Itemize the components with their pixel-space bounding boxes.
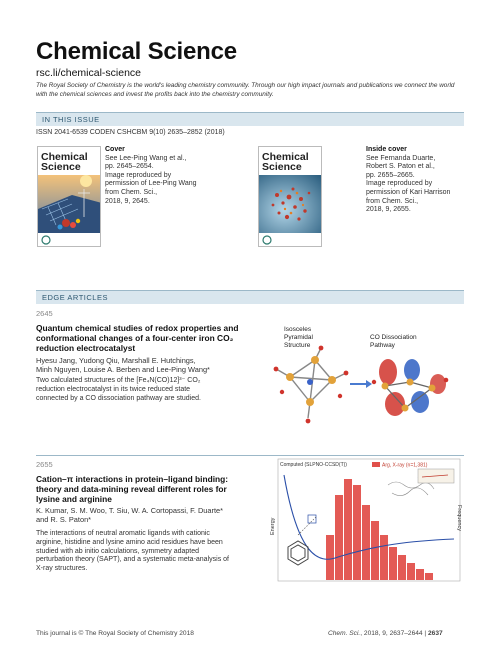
caption-line: Robert S. Paton et al., [366,163,435,171]
desc-line: arginine, histidine and lysine amino acid residues have been [36,538,223,546]
desc-line: reduction electrocatalyst in its twice reduced state [36,385,191,393]
desc-line: perturbation theory (SAPT), and a systematic meta-analysis of [36,556,229,564]
bar [380,535,388,580]
inside-cover-image[interactable] [258,146,322,247]
figure-label: CO Dissociation [370,334,417,341]
inside-cover-caption [366,146,476,215]
cover-title-line: Science [262,160,302,173]
title-line: lysine and arginine [36,494,112,504]
caption-line: Image reproduced by [366,180,433,188]
desc-line: Two calculated structures of the [Fe₄N(CO)12]³⁻ CO₂ [36,377,201,384]
author-line: K. Kumar, S. M. Woo, T. Siu, W. A. Cortopassi, F. Duarte* [36,506,224,515]
edge-articles-bar [36,290,464,304]
legend-computed: Computed (SLPNO-CCSD(T)) [280,462,347,468]
caption-line: permission of Lee-Ping Wang [105,180,197,188]
caption-line: permission of Kari Harrison [366,188,451,196]
caption-line: pp. 2645–2654. [105,163,154,171]
article-graphic [270,322,464,437]
figure-label: Pyramidal [284,334,313,341]
footer-citation [328,630,443,637]
y2-axis-label: Frequency [456,505,462,531]
cover-label: Cover [105,146,125,153]
caption-line: 2018, 9, 2655. [366,206,411,214]
bar [398,555,406,580]
cover-image[interactable] [37,146,101,247]
caption-line: Image reproduced by [105,171,172,179]
edge-articles-label: EDGE ARTICLES [42,293,108,302]
bar [416,569,424,580]
caption-line: from Chem. Sci., [105,188,158,196]
bar [389,547,397,580]
desc-line: X-ray structures. [36,565,88,573]
bar [371,521,379,580]
author-line: Minh Nguyen, Louise A. Berben and Lee-Ping Wang* [36,365,210,375]
footer-journal: Chem. Sci. [328,630,361,637]
caption-line: See Lee-Ping Wang et al., [105,154,187,162]
in-this-issue-label: IN THIS ISSUE [42,115,100,124]
footer-page-number: 2637 [427,630,443,637]
desc-line: studied with ab initio calculations, symmetry adapted [36,547,200,555]
journal-title: Chemical Science [36,38,237,65]
figure-label: Pathway [370,342,395,349]
bar [326,535,334,580]
journal-intro: The Royal Society of Chemistry is the world's leading chemistry community. Through our high impact journals and publications we connect the world with the chemical sciences and invest the profits back into the chemistry community. [36,82,455,98]
bar [353,485,361,580]
caption-line: See Fernanda Duarte, [366,154,436,162]
cover-title-line: Chemical [41,151,88,163]
in-this-issue-bar [36,112,464,126]
figure-label: Structure [284,342,311,349]
article-page-number: 2655 [36,460,53,469]
article-description [36,377,262,403]
cover-title [262,153,309,172]
title-line: Cation–π interactions in protein–ligand binding: [36,474,229,484]
article-authors [36,506,262,524]
title-line: theory and data-mining reveal different roles for [36,484,227,494]
article-title[interactable] [36,323,262,353]
footer-copyright: This journal is © The Royal Society of Chemistry 2018 [36,630,194,637]
desc-line: The interactions of neutral aromatic ligands with cationic [36,530,210,537]
bar [344,479,352,580]
histogram-graphic [268,455,464,590]
title-line: conformational changes of a four-center iron CO₂ [36,333,234,343]
legend-xray: Arg, X-ray (n=1,381) [382,462,428,469]
article-page-number: 2645 [36,309,53,318]
author-line: Hyesu Jang, Yudong Qiu, Marshall E. Hutchings, [36,356,196,365]
cover-caption [105,146,225,206]
caption-line: 2018, 9, 2645. [105,197,150,205]
caption-line: from Chem. Sci., [366,197,419,205]
y-axis-label: Energy [270,517,276,535]
author-line: and R. S. Paton* [36,515,92,525]
issn-line: ISSN 2041-6539 CODEN CSHCBM 9(10) 2635–2852 (2018) [36,129,225,136]
title-line: reduction electrocatalyst [36,343,136,353]
bar [407,563,415,580]
figure-label: Isosceles [284,326,312,333]
caption-line: pp. 2655–2665. [366,171,415,179]
cover-title-line: Chemical [262,151,309,163]
article-title[interactable] [36,474,262,504]
bar [425,573,433,580]
cover-label: Inside cover [366,146,407,153]
cover-title-line: Science [41,160,81,173]
footer-citation-text: , 2018, 9, 2637–2644 | [360,630,427,637]
article-authors [36,356,262,374]
bar [362,505,370,580]
bar [335,495,343,580]
cover-title [41,153,88,172]
article-description [36,530,262,574]
title-line: Quantum chemical studies of redox properties and [36,323,239,333]
journal-url[interactable]: rsc.li/chemical-science [36,67,142,79]
histogram-bars [326,479,433,580]
desc-line: connected by a CO dissociation pathway are studied. [36,394,201,402]
